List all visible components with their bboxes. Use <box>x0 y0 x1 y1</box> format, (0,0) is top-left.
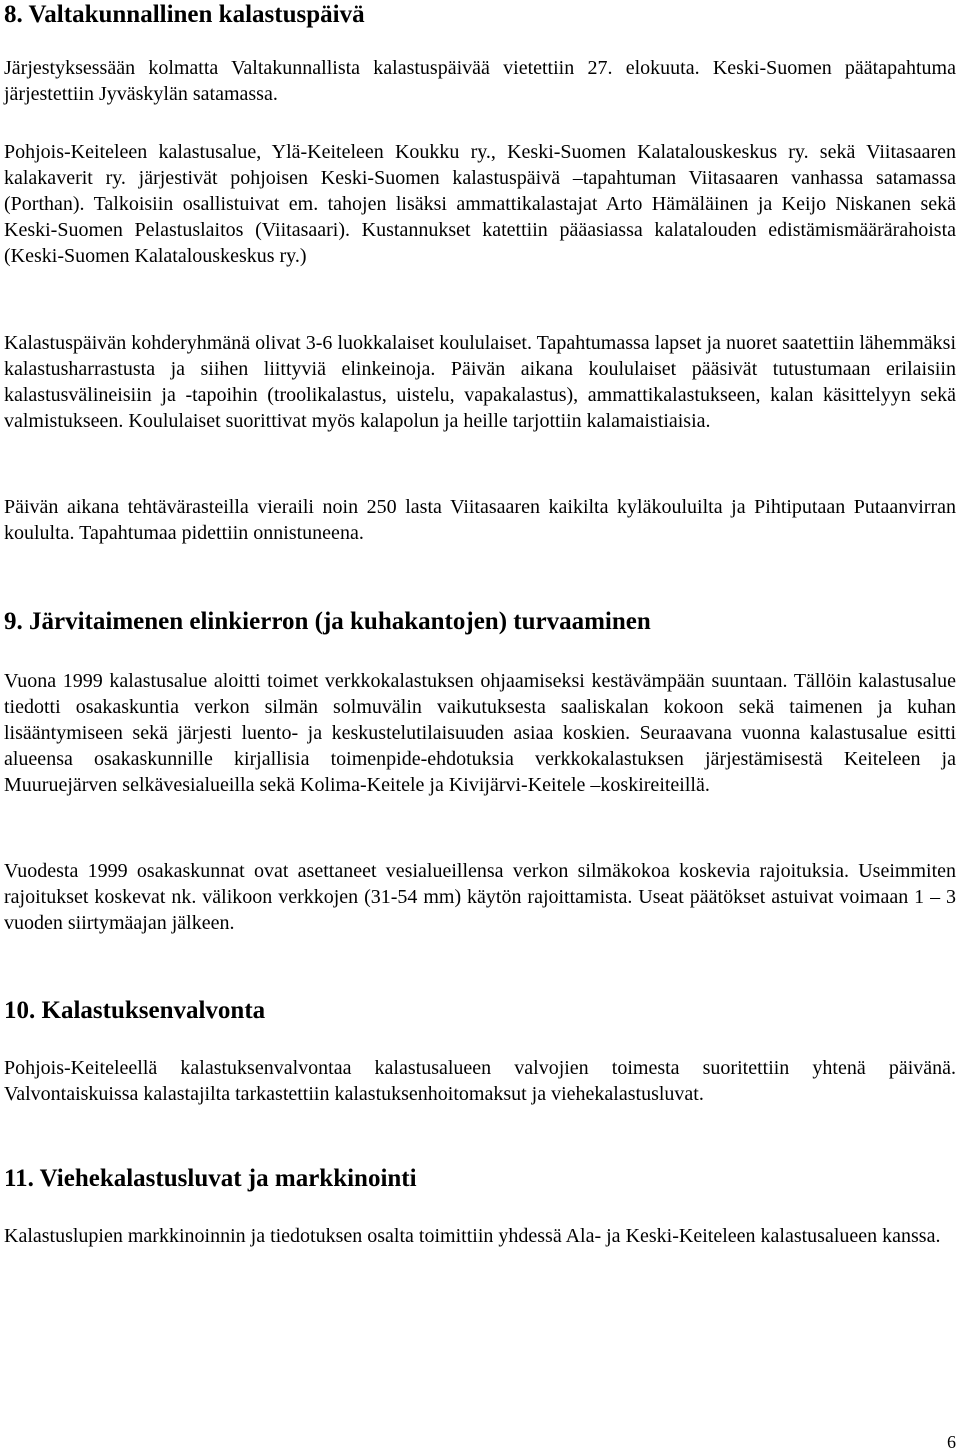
paragraph: Pohjois-Keiteleellä kalastuksenvalvontaa kalastusalueen valvojien toimesta suoritettiin yhtenä päivänä. Valvontaiskuissa kalastajilta tarkastettiin kalastuksenhoitomaksut ja viehekalastusluvat. <box>4 1057 956 1105</box>
paragraph: Kalastuspäivän kohderyhmänä olivat 3-6 luokkalaiset koululaiset. Tapahtumassa lapset ja nuoret saatettiin lähemmäksi kalastusharrastusta ja siihen liittyviä elinkeinoja. Päivän aikana koululaiset pääsivät tutustumaan erilaisiin kalastusvälineisiin ja -tapoihin (troolikalastus, uistelu, vapakalastus), ammattikalastukseen, kalan käsittelyyn sekä valmistukseen. Koululaiset suorittivat myös kalapolun ja heille tarjottiin kalamaistiaisia. <box>4 332 956 432</box>
section-8-heading-block <box>4 0 956 30</box>
page-number: 6 <box>947 1432 956 1452</box>
paragraph: Järjestyksessään kolmatta Valtakunnallista kalastuspäivää vietettiin 27. elokuuta. Keski-Suomen päätapahtuma järjestettiin Jyväskylän satamassa. <box>4 57 956 105</box>
paragraph: Vuodesta 1999 osakaskunnat ovat asettaneet vesialueillensa verkon silmäkokoa koskevia rajoituksia. Useimmiten rajoitukset koskevat nk. välikoon verkkojen (31-54 mm) käytön rajoittamista. Useat päätökset astuivat voimaan 1 – 3 vuoden siirtymäajan jälkeen. <box>4 860 956 934</box>
section-8-paragraph-4 <box>4 494 956 546</box>
section-8-paragraph-3 <box>4 330 956 434</box>
section-10-heading-block <box>4 996 956 1026</box>
section-8-paragraph-2 <box>4 139 956 269</box>
section-8-paragraph-1 <box>4 55 956 107</box>
section-10-paragraph-1 <box>4 1055 956 1107</box>
section-heading: 9. Järvitaimenen elinkierron (ja kuhakantojen) turvaaminen <box>4 608 651 635</box>
paragraph: Pohjois-Keiteleen kalastusalue, Ylä-Keiteleen Koukku ry., Keski-Suomen Kalatalouskeskus ry. sekä Viitasaaren kalakaverit ry. järjestivät pohjoisen Keski-Suomen kalastuspäivä –tapahtuman Viitasaaren vanhassa satamassa (Porthan). Talkoisiin osallistuivat em. tahojen lisäksi ammattikalastajat Arto Hämäläinen ja Keijo Niskanen sekä Keski-Suomen Pelastuslaitos (Viitasaari). Kustannukset katettiin pääasiassa kalatalouden edistämismäärärahoista (Keski-Suomen Kalatalouskeskus ry.) <box>4 141 956 267</box>
section-9-heading-block <box>4 607 956 637</box>
section-11-paragraph-1 <box>4 1223 956 1249</box>
section-heading: 11. Viehekalastusluvat ja markkinointi <box>4 1165 417 1192</box>
section-heading: 8. Valtakunnallinen kalastuspäivä <box>4 1 365 28</box>
paragraph: Kalastuslupien markkinoinnin ja tiedotuksen osalta toimittiin yhdessä Ala- ja Keski-Keiteleen kalastusalueen kanssa. <box>4 1225 941 1247</box>
paragraph: Päivän aikana tehtävärasteilla vieraili noin 250 lasta Viitasaaren kaikilta kyläkouluilta ja Pihtiputaan Putaanvirran koululta. Tapahtumaa pidettiin onnistuneena. <box>4 496 956 544</box>
section-11-heading-block <box>4 1164 956 1194</box>
section-heading: 10. Kalastuksenvalvonta <box>4 997 266 1024</box>
section-9-paragraph-2 <box>4 858 956 936</box>
paragraph: Vuona 1999 kalastusalue aloitti toimet verkkokalastuksen ohjaamiseksi kestävämpään suuntaan. Tällöin kalastusalue tiedotti osakaskuntia verkon silmän solmuvälin vaikutuksesta saaliskalan kokoon sekä taimenen ja kuhan lisääntymiseen sekä järjesti luento- ja keskustelutilaisuuden asiaa koskien. Seuraavana vuonna kalastusalue esitti alueensa osakaskunnille kirjallisia toimenpide-ehdotuksia verkkokalastuksen järjestämisestä Keiteleen ja Muuruejärven selkävesialueilla sekä Kolima-Keitele ja Kivijärvi-Keitele –koskireiteillä. <box>4 670 956 796</box>
section-9-paragraph-1 <box>4 668 956 798</box>
